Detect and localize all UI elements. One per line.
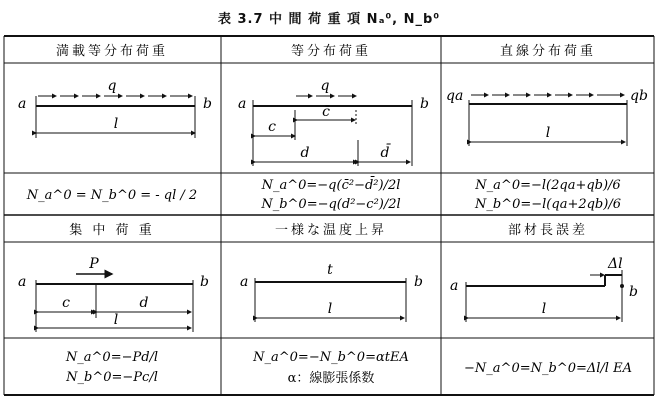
end-a-label: a: [18, 96, 27, 112]
end-a-label: a: [18, 274, 27, 290]
delta-l-label: Δl: [608, 256, 623, 272]
end-a-label: a: [240, 274, 249, 290]
end-b-label: b: [414, 274, 423, 290]
diagram-point-load: [18, 256, 209, 332]
dim-cbar-label: c̄: [322, 104, 330, 120]
formula-point-a: N_a^0=−Pd/l: [65, 350, 159, 365]
length-l-label: l: [327, 301, 333, 317]
formula-length-error: −N_a^0=N_b^0=Δl/l EA: [464, 361, 632, 376]
dim-dbar-label: d̄: [380, 145, 390, 161]
load-p-label: P: [89, 256, 99, 272]
load-q-label: q: [107, 78, 117, 94]
end-b-label: b: [420, 96, 429, 112]
formula-partial-udl-b: N_b^0=−q(d²−c²)/2l: [261, 197, 401, 212]
diagram-temperature: [240, 262, 423, 322]
dim-c-label: c: [268, 119, 276, 135]
load-qb-label: qb: [630, 88, 648, 104]
load-q-label: q: [320, 78, 330, 94]
dim-c-label: c: [62, 295, 70, 311]
formula-point-b: N_b^0=−Pc/l: [66, 370, 158, 385]
length-l-label: l: [541, 301, 547, 317]
length-l-label: l: [545, 125, 551, 141]
end-a-label: a: [238, 96, 247, 112]
formula-linear-b: N_b^0=−l(qa+2qb)/6: [475, 197, 621, 212]
formula-linear-a: N_a^0=−l(2qa+qb)/6: [475, 178, 621, 193]
length-l-label: l: [113, 116, 119, 132]
formula-temperature: N_a^0=−N_b^0=αtEA: [253, 350, 409, 365]
temp-t-label: t: [327, 262, 333, 278]
diagram-partial-udl: [238, 78, 429, 166]
dim-d-label: d: [300, 145, 310, 161]
diagram-full-udl: [18, 78, 212, 138]
dim-d-label: d: [139, 295, 149, 311]
end-b-label: b: [629, 284, 638, 300]
formula-full-udl: N_a^0 = N_b^0 = - ql / 2: [26, 188, 198, 203]
table-title: 表 3.7 中 間 荷 重 項 Nₐ⁰, N_b⁰: [217, 12, 441, 27]
header-temperature: 一様な温度上昇: [274, 223, 388, 238]
end-a-label: a: [450, 278, 459, 294]
alpha-note: α：線膨張係数: [287, 371, 375, 386]
diagram-linear-load: [446, 88, 648, 146]
load-qa-label: qa: [446, 88, 464, 104]
header-linear-load: 直線分布荷重: [499, 44, 597, 59]
end-b-label: b: [200, 274, 209, 290]
length-l-label: l: [113, 312, 119, 328]
header-point-load: 集 中 荷 重: [69, 223, 155, 238]
header-length-error: 部材長誤差: [507, 223, 589, 238]
header-full-udl: 満載等分布荷重: [55, 44, 169, 59]
diagram-length-error: [450, 256, 638, 322]
end-b-label: b: [203, 96, 212, 112]
formula-partial-udl-a: N_a^0=−q(c̄²−d̄²)/2l: [261, 178, 401, 193]
header-partial-udl: 等分布荷重: [290, 44, 372, 59]
